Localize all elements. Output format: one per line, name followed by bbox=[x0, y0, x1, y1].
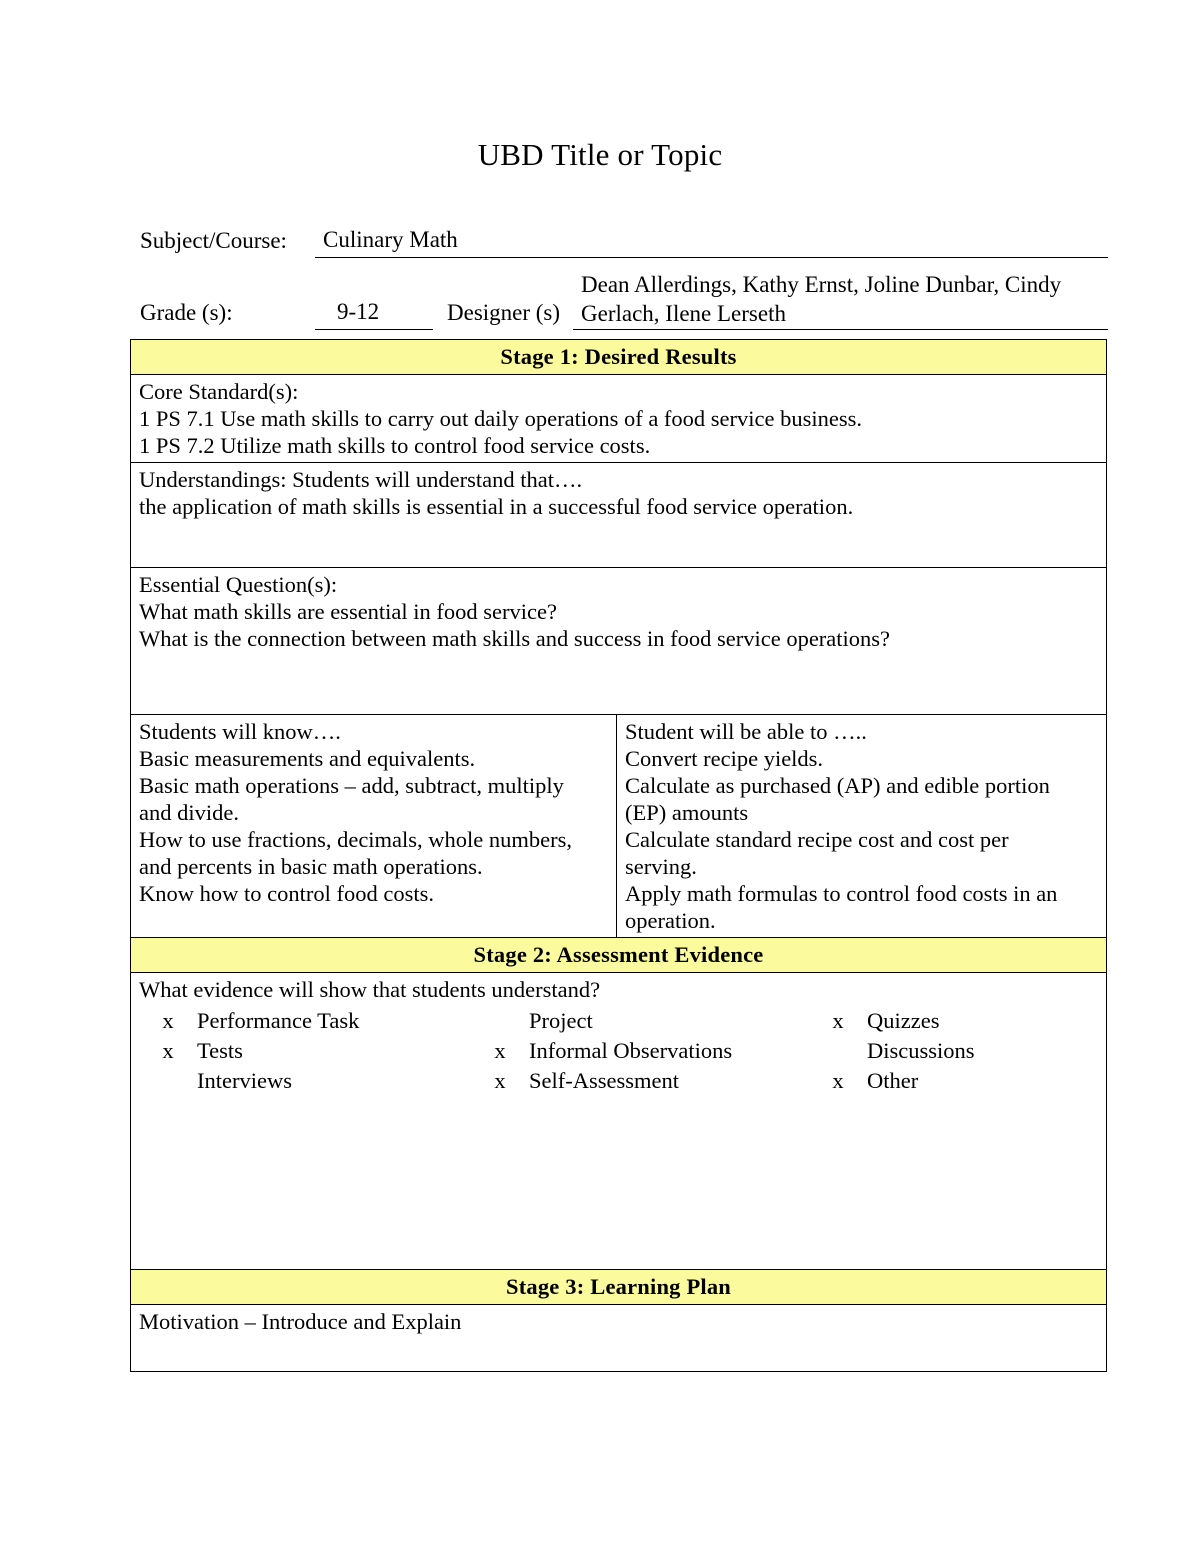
understandings-heading: Understandings: Students will understand that…. bbox=[139, 467, 583, 492]
students-will-be-able-item: Calculate standard recipe cost and cost per bbox=[625, 827, 1009, 852]
checkbox-label-discussions: Discussions bbox=[867, 1038, 975, 1063]
checkbox-label-interviews: Interviews bbox=[197, 1068, 292, 1093]
checkbox-label-other: Other bbox=[867, 1068, 919, 1093]
students-will-be-able-item: serving. bbox=[625, 854, 697, 879]
stage3-bar: Stage 3: Learning Plan bbox=[131, 1270, 1107, 1305]
understandings-cell bbox=[131, 463, 1107, 568]
students-will-know-item: Know how to control food costs. bbox=[139, 881, 434, 906]
checkbox-quizzes[interactable]: x bbox=[832, 1008, 844, 1033]
checkbox-other[interactable]: x bbox=[832, 1068, 844, 1093]
students-will-know-item: and percents in basic math operations. bbox=[139, 854, 483, 879]
subject-course-row bbox=[140, 226, 1108, 258]
assessment-evidence-cell bbox=[131, 973, 1107, 1270]
grade-designer-row bbox=[140, 270, 1108, 330]
stage2-bar-row bbox=[131, 938, 1107, 973]
essential-question-item: What math skills are essential in food service? bbox=[139, 599, 557, 624]
students-will-know-item: Basic measurements and equivalents. bbox=[139, 746, 476, 771]
grade-label: Grade (s): bbox=[140, 300, 233, 325]
checkbox-self-assessment[interactable]: x bbox=[494, 1068, 506, 1093]
checkbox-row bbox=[139, 1034, 1091, 1064]
checkbox-label-quizzes: Quizzes bbox=[867, 1008, 940, 1033]
subject-course-field[interactable]: Culinary Math bbox=[315, 225, 1108, 258]
checkbox-row bbox=[139, 1064, 1091, 1094]
motivation-cell: Motivation – Introduce and Explain bbox=[131, 1305, 1107, 1372]
checkbox-tests[interactable]: x bbox=[162, 1038, 174, 1063]
essential-questions-row bbox=[131, 568, 1107, 715]
checkbox-interviews[interactable] bbox=[139, 1064, 197, 1094]
ubd-template-table bbox=[130, 339, 1107, 1372]
assessment-checkbox-grid bbox=[139, 1004, 1091, 1094]
know-and-do-row bbox=[131, 715, 1107, 938]
understandings-item: the application of math skills is essential in a successful food service operation. bbox=[139, 494, 854, 519]
checkbox-label-project: Project bbox=[529, 1008, 593, 1033]
stage1-bar-row bbox=[131, 340, 1107, 375]
students-will-know-cell bbox=[131, 715, 617, 938]
students-will-be-able-heading: Student will be able to ….. bbox=[625, 719, 867, 744]
checkbox-label-informal-observations: Informal Observations bbox=[529, 1038, 733, 1063]
core-standards-cell bbox=[131, 375, 1107, 463]
assessment-question: What evidence will show that students understand? bbox=[139, 977, 601, 1002]
learning-plan-row bbox=[131, 1305, 1107, 1372]
essential-question-item: What is the connection between math skills and success in food service operations? bbox=[139, 626, 891, 651]
core-standards-row bbox=[131, 375, 1107, 463]
checkbox-label-tests: Tests bbox=[197, 1038, 243, 1063]
students-will-be-able-item: Apply math formulas to control food costs in an bbox=[625, 881, 1058, 906]
checkbox-informal-observations[interactable]: x bbox=[494, 1038, 506, 1063]
assessment-evidence-row bbox=[131, 973, 1107, 1270]
checkbox-row bbox=[139, 1004, 1091, 1034]
students-will-be-able-item: Calculate as purchased (AP) and edible portion bbox=[625, 773, 1050, 798]
checkbox-label-self-assessment: Self-Assessment bbox=[529, 1068, 679, 1093]
students-will-know-item: and divide. bbox=[139, 800, 239, 825]
designer-field[interactable]: Dean Allerdings, Kathy Ernst, Joline Dunbar, Cindy Gerlach, Ilene Lerseth bbox=[573, 270, 1108, 330]
students-will-be-able-cell bbox=[617, 715, 1107, 938]
understandings-row bbox=[131, 463, 1107, 568]
stage1-bar: Stage 1: Desired Results bbox=[131, 340, 1107, 375]
subject-course-label: Subject/Course: bbox=[140, 228, 287, 253]
stage2-bar: Stage 2: Assessment Evidence bbox=[131, 938, 1107, 973]
stage3-bar-row bbox=[131, 1270, 1107, 1305]
checkbox-label-performance-task: Performance Task bbox=[197, 1008, 360, 1033]
page-title: UBD Title or Topic bbox=[477, 137, 723, 172]
core-standard-item: 1 PS 7.1 Use math skills to carry out daily operations of a food service business. bbox=[139, 406, 863, 431]
students-will-be-able-item: operation. bbox=[625, 908, 716, 933]
students-will-know-item: How to use fractions, decimals, whole numbers, bbox=[139, 827, 573, 852]
core-standard-item: 1 PS 7.2 Utilize math skills to control food service costs. bbox=[139, 433, 651, 458]
checkbox-discussions[interactable] bbox=[809, 1034, 867, 1064]
students-will-know-heading: Students will know…. bbox=[139, 719, 341, 744]
header-meta-block bbox=[140, 226, 1108, 330]
essential-questions-cell bbox=[131, 568, 1107, 715]
designer-label: Designer (s) bbox=[447, 300, 561, 325]
checkbox-performance-task[interactable]: x bbox=[162, 1008, 174, 1033]
essential-questions-heading: Essential Question(s): bbox=[139, 572, 338, 597]
students-will-know-item: Basic math operations – add, subtract, multiply bbox=[139, 773, 564, 798]
students-will-be-able-item: (EP) amounts bbox=[625, 800, 749, 825]
grade-field[interactable]: 9-12 bbox=[315, 297, 433, 330]
checkbox-project[interactable] bbox=[471, 1004, 529, 1034]
students-will-be-able-item: Convert recipe yields. bbox=[625, 746, 824, 771]
core-standards-heading: Core Standard(s): bbox=[139, 379, 299, 404]
